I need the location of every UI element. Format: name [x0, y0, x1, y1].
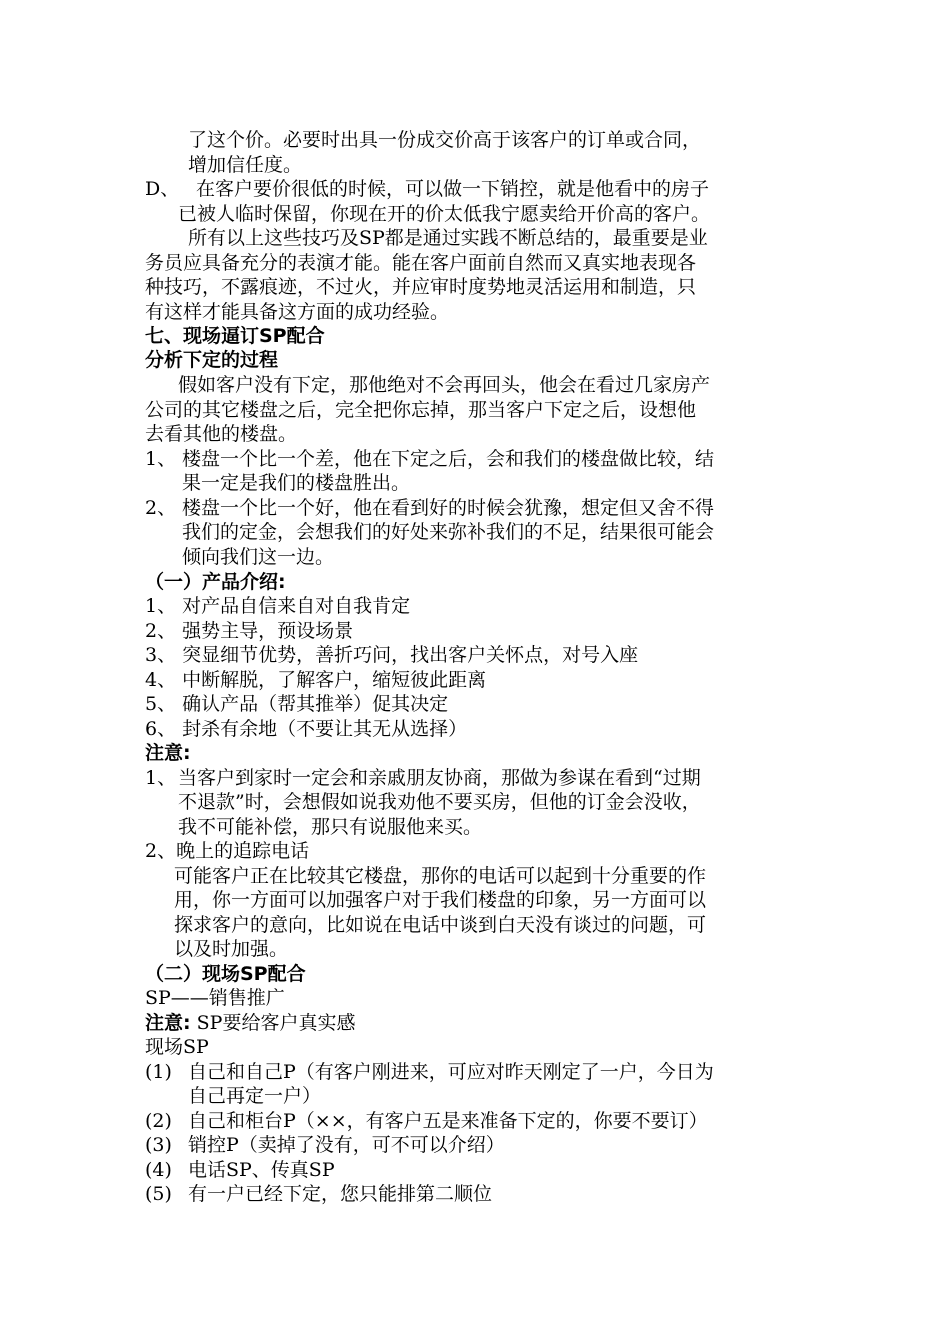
text-line: 销控P（卖掉了没有，可不可以介绍）: [188, 1134, 505, 1156]
text-line: 楼盘一个比一个好，他在看到好的时候会犹豫，想定但又舍不得: [182, 497, 715, 519]
list-marker: (5): [145, 1183, 172, 1205]
text-line: 种技巧，不露痕迹，不过火，并应审时度势地灵活运用和制造，只: [145, 276, 697, 298]
text-line: 我不可能补偿，那只有说服他来买。: [178, 816, 483, 838]
text-line: 现场SP: [145, 1036, 209, 1058]
text-line: 有这样才能具备这方面的成功经验。: [145, 301, 450, 323]
text-line: 我们的定金，会想我们的好处来弥补我们的不足，结果很可能会: [182, 521, 715, 543]
text-line: 不退款”时，会想假如说我劝他不要买房，但他的订金会没收，: [178, 791, 701, 813]
text-line: 增加信任度。: [188, 154, 303, 176]
text-line: 用，你一方面可以加强客户对于我们楼盘的印象，另一方面可以: [174, 889, 707, 911]
text-line: 探求客户的意向，比如说在电话中谈到白天没有谈过的问题，可: [174, 914, 707, 936]
text-line: 假如客户没有下定，那他绝对不会再回头，他会在看过几家房产: [178, 374, 711, 396]
list-item: 3、 突显细节优势，善折巧问，找出客户关怀点，对号入座: [145, 644, 639, 666]
section-heading: 分析下定的过程: [145, 349, 279, 371]
text-line: 果一定是我们的楼盘胜出。: [182, 472, 411, 494]
list-marker: (3): [145, 1134, 172, 1156]
section-heading: 注意:: [145, 742, 191, 764]
text-line: 了这个价。必要时出具一份成交价高于该客户的订单或合同，: [188, 129, 702, 151]
list-marker: 1、: [145, 767, 177, 789]
list-marker: 1、: [145, 448, 177, 470]
text-line: 可能客户正在比较其它楼盘，那你的电话可以起到十分重要的作: [174, 865, 707, 887]
text-line: 已被人临时保留，你现在开的价太低我宁愿卖给开价高的客户。: [178, 203, 711, 225]
text-line: 务员应具备充分的表演才能。能在客户面前自然而又真实地表现各: [145, 252, 697, 274]
section-heading: （一）产品介绍:: [145, 571, 286, 593]
list-marker: 2、: [145, 497, 177, 519]
text-line: SP——销售推广: [145, 987, 285, 1009]
text-line: 自己和柜台P（××，有客户五是来准备下定的，你要不要订）: [188, 1110, 708, 1132]
list-marker: (1): [145, 1061, 172, 1083]
text-line: 自己和自己P（有客户刚进来，可应对昨天刚定了一户，今日为: [188, 1061, 714, 1083]
text-line: 自己再定一户）: [188, 1085, 322, 1107]
text-line: 倾向我们这一边。: [182, 546, 335, 568]
text-line: 以及时加强。: [174, 938, 289, 960]
text-line: 楼盘一个比一个差，他在下定之后，会和我们的楼盘做比较，结: [182, 448, 715, 470]
text-line: 在客户要价很低的时候，可以做一下销控，就是他看中的房子: [196, 178, 710, 200]
list-item: 6、 封杀有余地（不要让其无从选择）: [145, 718, 468, 740]
list-item: 5、 确认产品（帮其推举）促其决定: [145, 693, 449, 715]
list-item: 1、 对产品自信来自对自我肯定: [145, 595, 411, 617]
text-line: 电话SP、传真SP: [188, 1159, 335, 1181]
text-line: 公司的其它楼盘之后，完全把你忘掉，那当客户下定之后，设想他: [145, 399, 697, 421]
list-marker: D、: [145, 178, 180, 200]
list-item: 2、 强势主导，预设场景: [145, 620, 354, 642]
text-line: 所有以上这些技巧及SP都是通过实践不断总结的，最重要是业: [188, 227, 708, 249]
text-line: 去看其他的楼盘。: [145, 423, 298, 445]
note-line: [145, 1011, 355, 1036]
list-item: 4、 中断解脱，了解客户，缩短彼此距离: [145, 669, 487, 691]
section-heading: （二）现场SP配合: [145, 963, 306, 985]
list-marker: (2): [145, 1110, 172, 1132]
text-line: 有一户已经下定，您只能排第二顺位: [188, 1183, 493, 1205]
note-text: SP要给客户真实感: [190, 1012, 356, 1034]
text-line: 当客户到家时一定会和亲戚朋友协商，那做为参谋在看到“过期: [178, 767, 701, 789]
list-marker: (4): [145, 1159, 172, 1181]
section-heading: 七、现场逼订SP配合: [145, 325, 325, 347]
list-item: 2、晚上的追踪电话: [145, 840, 310, 862]
note-label: 注意:: [145, 1012, 191, 1034]
